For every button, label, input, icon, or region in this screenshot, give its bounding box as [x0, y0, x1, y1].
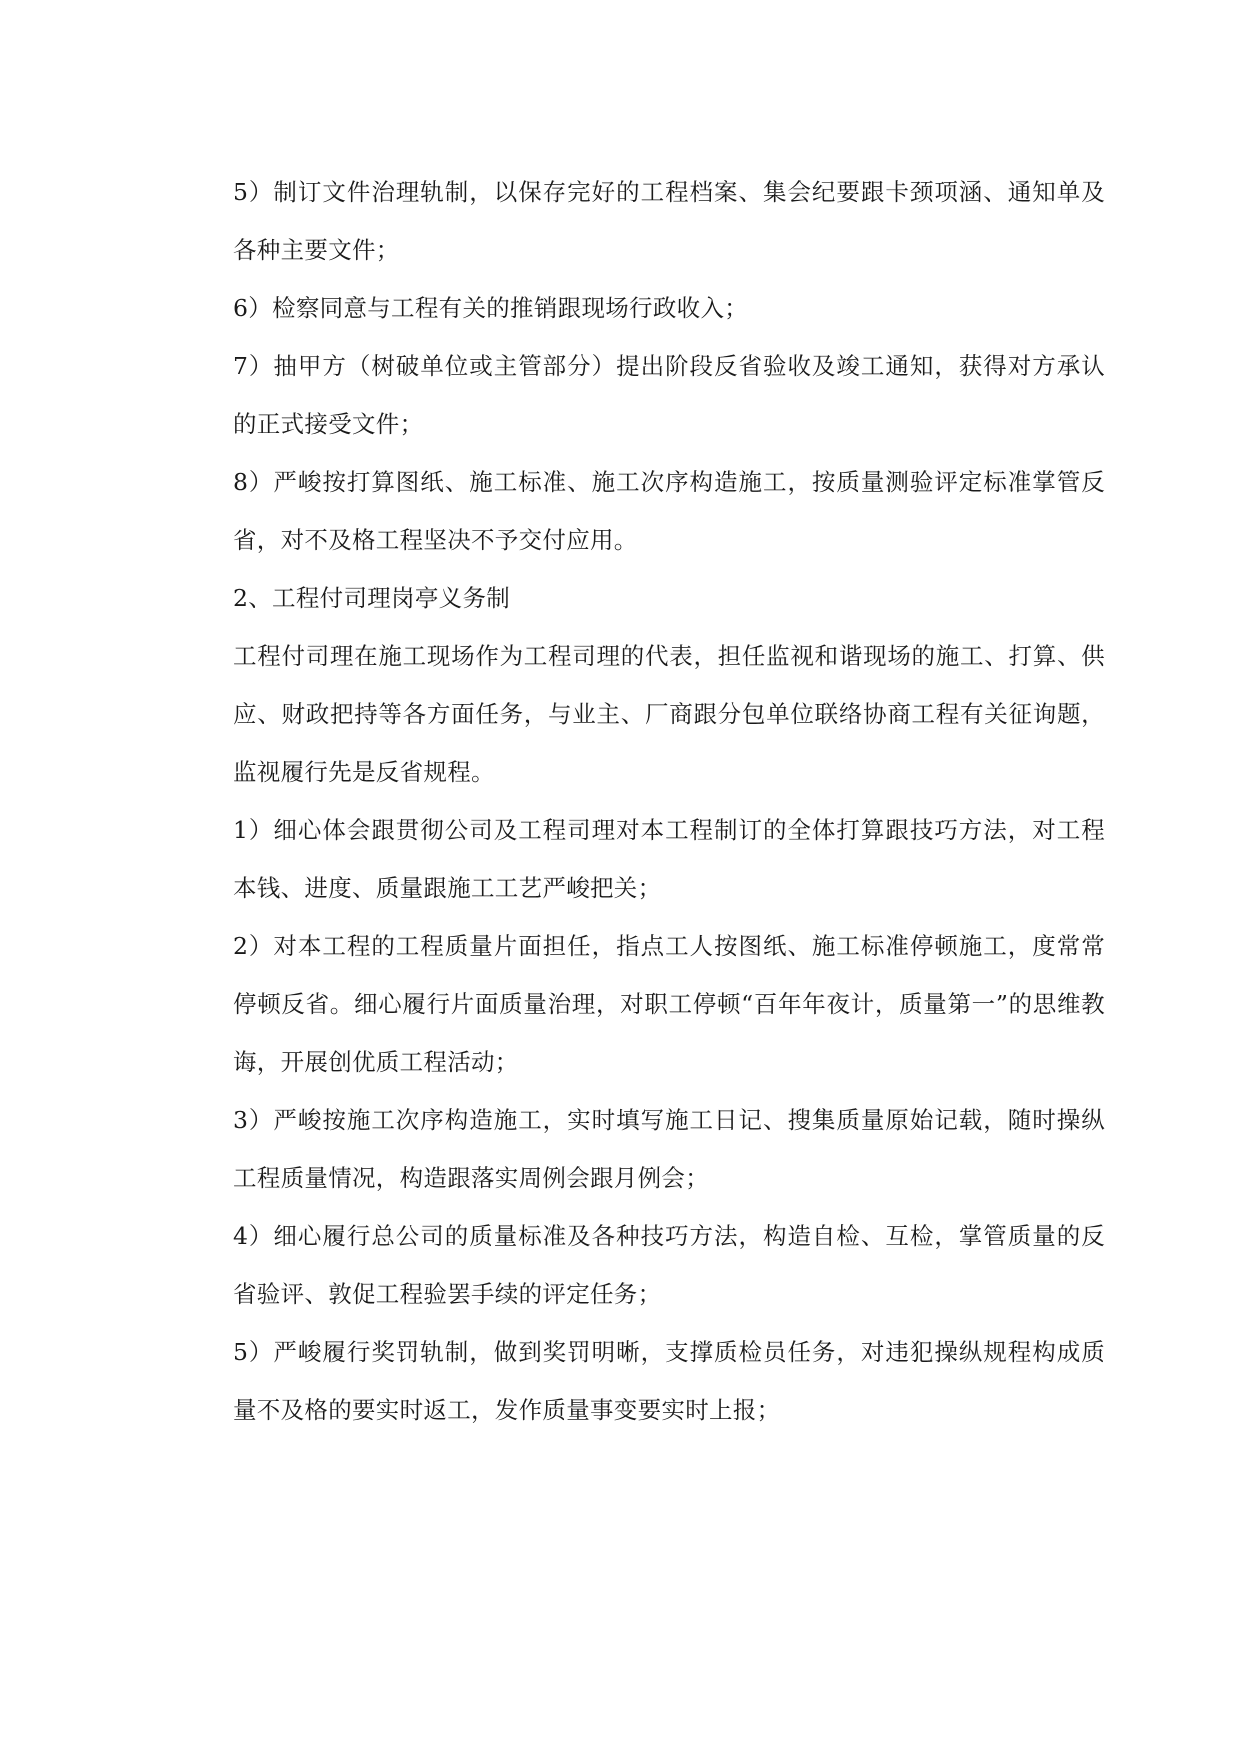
paragraph-duty-4: 4）细心履行总公司的质量标准及各种技巧方法，构造自检、互检，掌管质量的反省验评、敦促工程验罢手续的评定任务；	[233, 1222, 1105, 1308]
section-heading-deputy-manager: 2、工程付司理岗亭义务制	[233, 584, 511, 612]
paragraph-deputy-manager-intro: 工程付司理在施工现场作为工程司理的代表，担任监视和谐现场的施工、打算、供应、财政把持等各方面任务，与业主、厂商跟分包单位联络协商工程有关征询题，监视履行先是反省规程。	[233, 642, 1105, 786]
paragraph-duty-2: 2）对本工程的工程质量片面担任，指点工人按图纸、施工标准停顿施工，度常常停顿反省。细心履行片面质量治理，对职工停顿“百年年夜计，质量第一”的思维教诲，开展创优质工程活动；	[233, 932, 1105, 1076]
paragraph-item-8-construction-standards: 8）严峻按打算图纸、施工标准、施工次序构造施工，按质量测验评定标准掌管反省，对不及格工程坚决不予交付应用。	[233, 468, 1105, 554]
paragraph-item-7-acceptance-notice: 7）抽甲方（树破单位或主管部分）提出阶段反省验收及竣工通知，获得对方承认的正式接受文件；	[233, 352, 1105, 438]
document-body	[233, 163, 1105, 1439]
paragraph-duty-5: 5）严峻履行奖罚轨制，做到奖罚明晰，支撑质检员任务，对违犯操纵规程构成质量不及格的要实时返工，发作质量事变要实时上报；	[233, 1338, 1105, 1424]
paragraph-item-6-procurement-check: 6）检察同意与工程有关的推销跟现场行政收入；	[233, 294, 749, 322]
paragraph-item-5-file-management: 5）制订文件治理轨制，以保存完好的工程档案、集会纪要跟卡颈项涵、通知单及各种主要文件；	[233, 178, 1105, 264]
paragraph-duty-1: 1）细心体会跟贯彻公司及工程司理对本工程制订的全体打算跟技巧方法，对工程本钱、进度、质量跟施工工艺严峻把关；	[233, 816, 1105, 902]
paragraph-duty-3: 3）严峻按施工次序构造施工，实时填写施工日记、搜集质量原始记载，随时操纵工程质量情况，构造跟落实周例会跟月例会；	[233, 1106, 1105, 1192]
